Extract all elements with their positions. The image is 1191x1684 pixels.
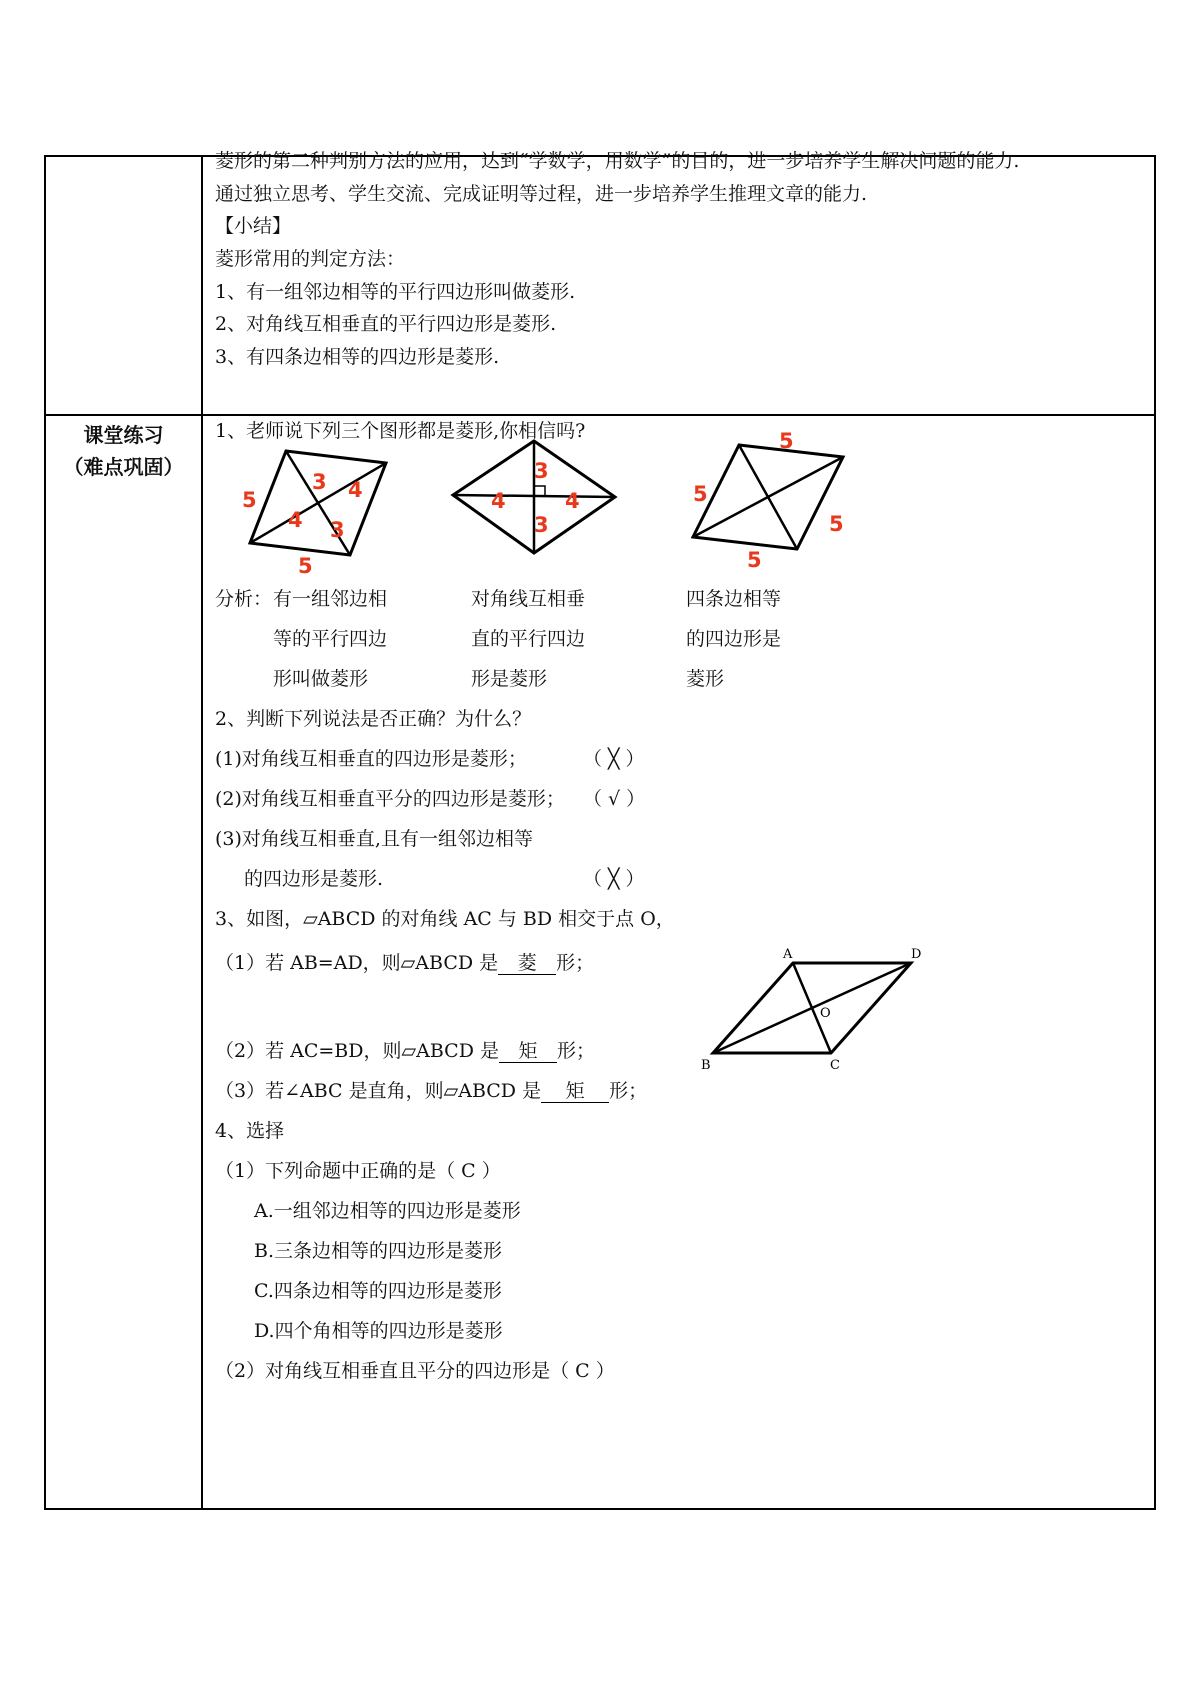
q2-item: 的四边形是菱形. — [244, 868, 384, 890]
q2-item: (1)对角线互相垂直的四边形是菱形； — [215, 748, 527, 770]
fig2-label: 3 — [534, 513, 549, 537]
q4-option: A.一组邻边相等的四边形是菱形 — [254, 1200, 521, 1222]
analysis-col2: 形是菱形 — [471, 668, 548, 690]
q1-title: 1、老师说下列三个图形都是菱形,你相信吗? — [215, 420, 586, 442]
fig1-label: 3 — [312, 470, 327, 494]
q3-item-pre: （3）若∠ABC 是直角，则▱ABCD 是 — [215, 1080, 542, 1102]
fig2-label: 4 — [565, 489, 580, 513]
analysis-col2: 对角线互相垂 — [471, 588, 586, 610]
row1-line-1: 菱形的第二种判别方法的应用，达到“学数学，用数学”的目的，进一步培养学生解决问题的能力. — [215, 150, 1020, 172]
q3-item-2 — [215, 1039, 595, 1063]
figure-rhombus-3 — [691, 427, 901, 577]
analysis-prefix: 分析： — [215, 588, 273, 610]
row2-label-line2: （难点巩固） — [63, 455, 184, 479]
q2-answer: （ √ ） — [583, 788, 646, 810]
fig2-label: 3 — [534, 459, 549, 483]
q3-item-post: 形； — [609, 1080, 648, 1102]
figure-rhombus-1 — [236, 447, 416, 577]
q3-answer-blank: 矩 — [499, 1040, 557, 1063]
fig3-label: 5 — [693, 482, 708, 506]
q3-answer-blank: 菱 — [498, 952, 556, 975]
q3-item-1 — [215, 951, 594, 975]
q2-item: (3)对角线互相垂直,且有一组邻边相等 — [215, 828, 533, 850]
q4-sub1: （1）下列命题中正确的是（ C ） — [215, 1160, 501, 1182]
row2-label-line1: 课堂练习 — [83, 423, 164, 447]
fig1-label: 4 — [288, 508, 303, 532]
q3-item-pre: （2）若 AC=BD，则▱ABCD 是 — [215, 1040, 499, 1062]
fig1-label: 5 — [298, 554, 313, 578]
fig3-label: 5 — [747, 548, 762, 572]
vertex-label: A — [783, 947, 793, 962]
q2-title: 2、判断下列说法是否正确？为什么？ — [215, 708, 532, 730]
q3-item-pre: （1）若 AB=AD，则▱ABCD 是 — [215, 952, 499, 974]
fig3-label: 5 — [829, 512, 844, 536]
figure-rhombus-2 — [451, 437, 651, 577]
figure-parallelogram-abcd — [701, 947, 941, 1077]
row-divider — [46, 414, 1154, 416]
q3-item-post: 形； — [556, 1040, 595, 1062]
analysis-col3: 的四边形是 — [686, 628, 782, 650]
vertex-label: D — [911, 947, 922, 962]
fig1-label: 3 — [330, 518, 345, 542]
analysis-col3: 四条边相等 — [686, 588, 782, 610]
q4-option: D.四个角相等的四边形是菱形 — [254, 1320, 503, 1342]
analysis-col1: 等的平行四边 — [273, 628, 388, 650]
q2-item: (2)对角线互相垂直平分的四边形是菱形； — [215, 788, 565, 810]
analysis-col2: 直的平行四边 — [471, 628, 586, 650]
q3-title: 3、如图，▱ABCD 的对角线 AC 与 BD 相交于点 O， — [215, 908, 675, 930]
row1-line-5: 1、有一组邻边相等的平行四边形叫做菱形. — [215, 281, 576, 303]
analysis-col1: 有一组邻边相 — [273, 588, 388, 610]
fig2-label: 4 — [491, 489, 506, 513]
analysis-col1: 形叫做菱形 — [273, 668, 369, 690]
fig1-label: 5 — [242, 488, 257, 512]
fig1-label: 4 — [348, 478, 363, 502]
row1-line-6: 2、对角线互相垂直的平行四边形是菱形. — [215, 313, 557, 335]
summary-heading: 【小结】 — [215, 215, 292, 237]
vertex-label: C — [830, 1058, 840, 1073]
column-divider — [201, 157, 203, 1508]
q2-answer: （ ╳ ） — [583, 748, 645, 770]
q2-answer: （ ╳ ） — [583, 868, 645, 890]
q4-title: 4、选择 — [215, 1120, 285, 1142]
fig3-label: 5 — [779, 429, 794, 453]
vertex-label: O — [820, 1006, 831, 1021]
q4-option: B.三条边相等的四边形是菱形 — [254, 1240, 503, 1262]
q3-answer-blank: 矩 — [541, 1080, 609, 1103]
analysis-col3: 菱形 — [686, 668, 725, 690]
vertex-label: B — [701, 1058, 711, 1073]
q3-item-3 — [215, 1079, 647, 1103]
row1-line-7: 3、有四条边相等的四边形是菱形. — [215, 346, 500, 368]
q3-item-post: 形； — [556, 952, 595, 974]
q4-sub2: （2）对角线互相垂直且平分的四边形是（ C ） — [215, 1360, 615, 1382]
lesson-table — [44, 150, 1156, 1510]
q4-option: C.四条边相等的四边形是菱形 — [254, 1280, 502, 1302]
row1-line-4: 菱形常用的判定方法： — [215, 248, 406, 270]
row1-line-2: 通过独立思考、学生交流、完成证明等过程，进一步培养学生推理文章的能力. — [215, 183, 868, 205]
